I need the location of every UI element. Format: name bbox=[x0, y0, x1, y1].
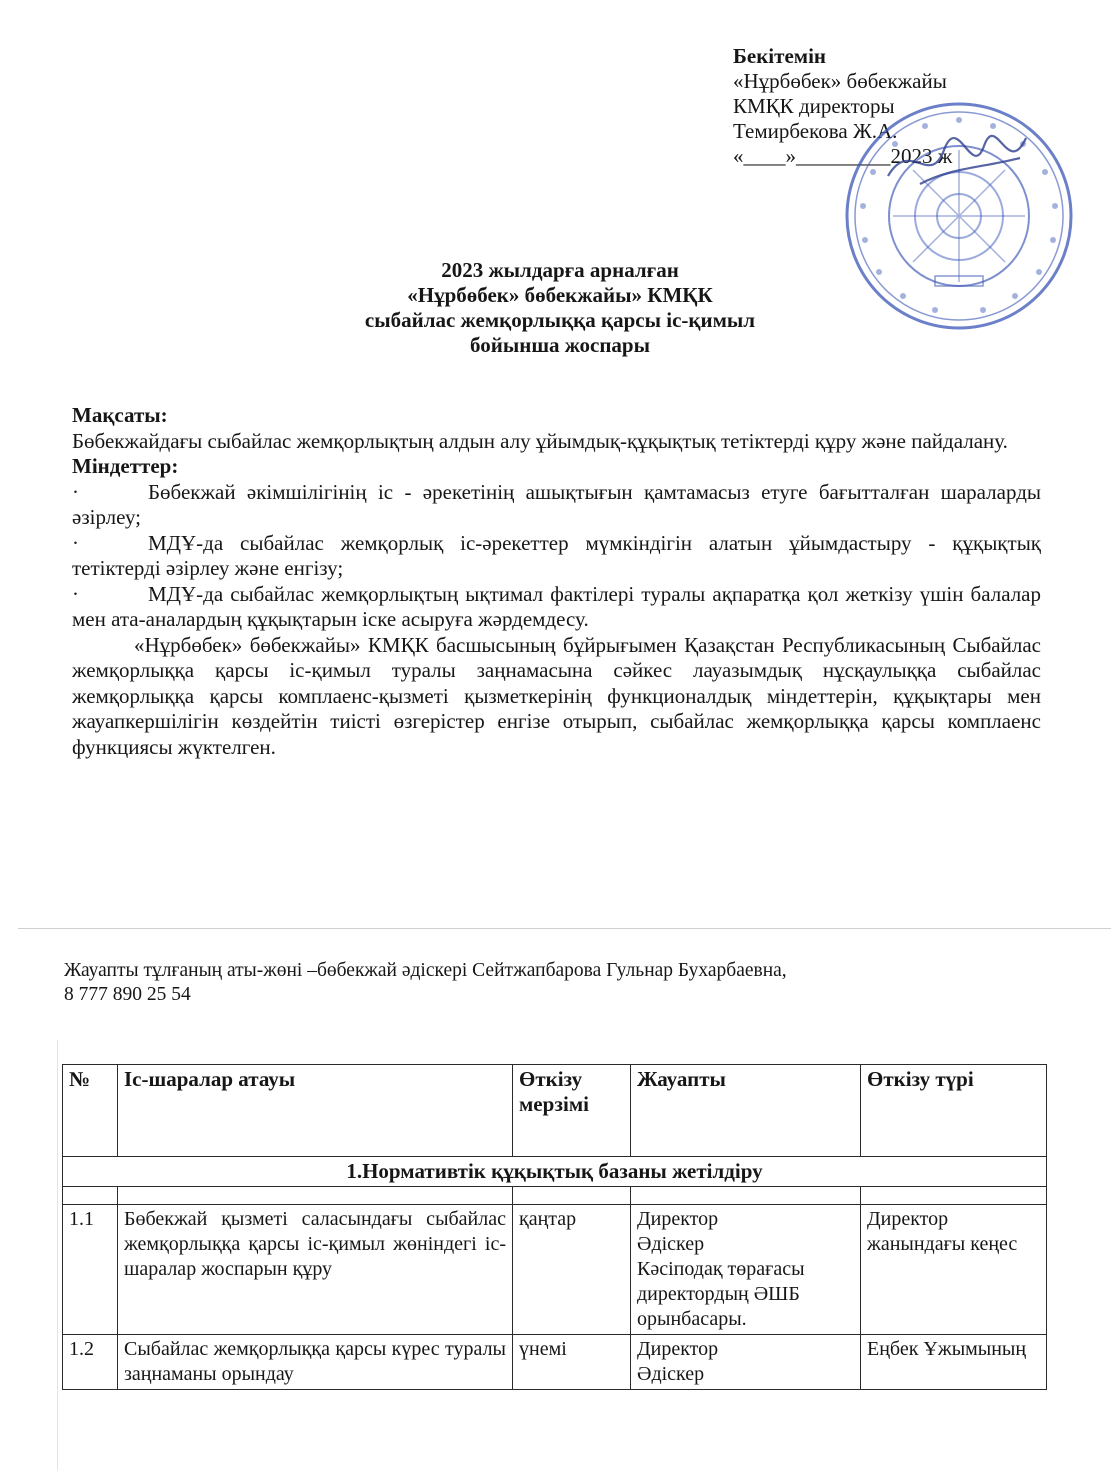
bullet-dot: · bbox=[72, 581, 79, 606]
table-header-row bbox=[63, 1065, 1047, 1157]
responsible-entry: Директор bbox=[637, 1338, 719, 1360]
director-signature bbox=[880, 128, 1030, 198]
bullet-dot: · bbox=[72, 479, 79, 504]
task-text: Бөбекжай әкімшілігінің іс - әрекетінің ашықтығын қамтамасыз етуге бағытталған шараларды әзірлеу; bbox=[72, 479, 1041, 529]
responsible-person bbox=[64, 959, 787, 1007]
bullet-dot: · bbox=[72, 530, 79, 555]
row-form: Директор жанындағы кеңес bbox=[861, 1205, 1047, 1335]
document-body bbox=[72, 403, 1041, 760]
col-header-num: № bbox=[63, 1065, 118, 1157]
responsible-name: Жауапты тұлғаның аты-жөні –бөбекжай әдіскері Сейтжапбарова Гульнар Бухарбаевна, bbox=[64, 960, 787, 981]
approval-position: КМҚК директоры bbox=[733, 94, 895, 118]
section-title: 1.Нормативтік құқықтық базаны жетілдіру bbox=[63, 1157, 1047, 1187]
table-row bbox=[63, 1205, 1047, 1335]
responsible-entry: Кәсіподақ төрағасы bbox=[637, 1258, 805, 1280]
responsible-entry: Әдіскер bbox=[637, 1233, 705, 1255]
responsible-phone: 8 777 890 25 54 bbox=[64, 984, 191, 1005]
tasks-heading: Міндеттер: bbox=[72, 454, 179, 478]
row-num: 1.2 bbox=[63, 1335, 118, 1390]
row-num: 1.1 bbox=[63, 1205, 118, 1335]
responsible-entry: директордың ӘШБ орынбасары. bbox=[637, 1283, 800, 1330]
plan-table bbox=[62, 1064, 1047, 1390]
col-header-form: Өткізу түрі bbox=[861, 1065, 1047, 1157]
document-title bbox=[240, 258, 880, 358]
responsible-entry: Директор bbox=[637, 1208, 719, 1230]
task-text: МДҰ-да сыбайлас жемқорлықтың ықтимал фактілері туралы ақпаратқа қол жеткізу үшін балалар мен ата-аналардың құқықтарын іске асыруға жәрдемдесу. bbox=[72, 581, 1041, 631]
col-header-deadline: Өткізу мерзімі bbox=[513, 1065, 631, 1157]
main-paragraph: «Нұрбөбек» бөбекжайы» КМҚК басшысының бұйрығымен Қазақстан Республикасының Сыбайлас жемқорлыққа қарсы іс-қимыл туралы заңнамасына сәйкес лауазымдық нұсқаулыққа сыбайлас жемқорлыққа қарсы комплаенс-қызметі қызметкерінің функционалдық міндеттерін, құқықтары мен жауапкершілігін көздейтін тиісті өзгерістер енгізе отырып, сыбайлас жемқорлыққа қарсы комплаенс функциясы жүктелген. bbox=[72, 632, 1041, 759]
approval-heading: Бекітемін bbox=[733, 44, 827, 68]
goals-heading: Мақсаты: bbox=[72, 403, 168, 427]
row-activity-name: Бөбекжай қызметі саласындағы сыбайлас жемқорлыққа қарсы іс-қимыл жөніндегі іс-шаралар жоспарын құру bbox=[118, 1205, 513, 1335]
approval-org: «Нұрбөбек» бөбекжайы bbox=[733, 69, 947, 93]
title-line-2: «Нұрбөбек» бөбекжайы» КМҚК bbox=[407, 283, 713, 307]
col-header-responsible: Жауапты bbox=[631, 1065, 861, 1157]
row-deadline: үнемі bbox=[513, 1335, 631, 1390]
task-item bbox=[72, 582, 1041, 633]
row-responsible bbox=[631, 1205, 861, 1335]
task-text: МДҰ-да сыбайлас жемқорлық іс-әрекеттер мүмкіндігін алатын ұйымдастыру - құқықтық тетіктерді әзірлеу және енгізу; bbox=[72, 530, 1041, 580]
page-divider bbox=[18, 928, 1111, 929]
title-line-4: бойынша жоспары bbox=[470, 333, 650, 357]
row-form: Еңбек Ұжымының bbox=[861, 1335, 1047, 1390]
spacer-row bbox=[63, 1187, 1047, 1205]
responsible-entry: Әдіскер bbox=[637, 1363, 705, 1385]
approval-name: Темирбекова Ж.А. bbox=[733, 119, 898, 143]
title-line-1: 2023 жылдарға арналған bbox=[441, 258, 679, 282]
table-row bbox=[63, 1335, 1047, 1390]
row-activity-name: Сыбайлас жемқорлыққа қарсы күрес туралы заңнаманы орындау bbox=[118, 1335, 513, 1390]
plan-table-container bbox=[62, 1064, 1046, 1390]
col-header-name: Іс-шаралар атауы bbox=[118, 1065, 513, 1157]
title-line-3: сыбайлас жемқорлыққа қарсы іс-қимыл bbox=[364, 308, 756, 332]
section-row bbox=[63, 1157, 1047, 1187]
approval-date: «____»_________2023 ж bbox=[733, 144, 953, 168]
task-item bbox=[72, 531, 1041, 582]
row-deadline: қаңтар bbox=[513, 1205, 631, 1335]
goals-text: Бөбекжайдағы сыбайлас жемқорлықтың алдын алу ұйымдық-құқықтық тетіктерді құру және пайдалану. bbox=[72, 428, 1008, 453]
task-item bbox=[72, 480, 1041, 531]
row-responsible bbox=[631, 1335, 861, 1390]
